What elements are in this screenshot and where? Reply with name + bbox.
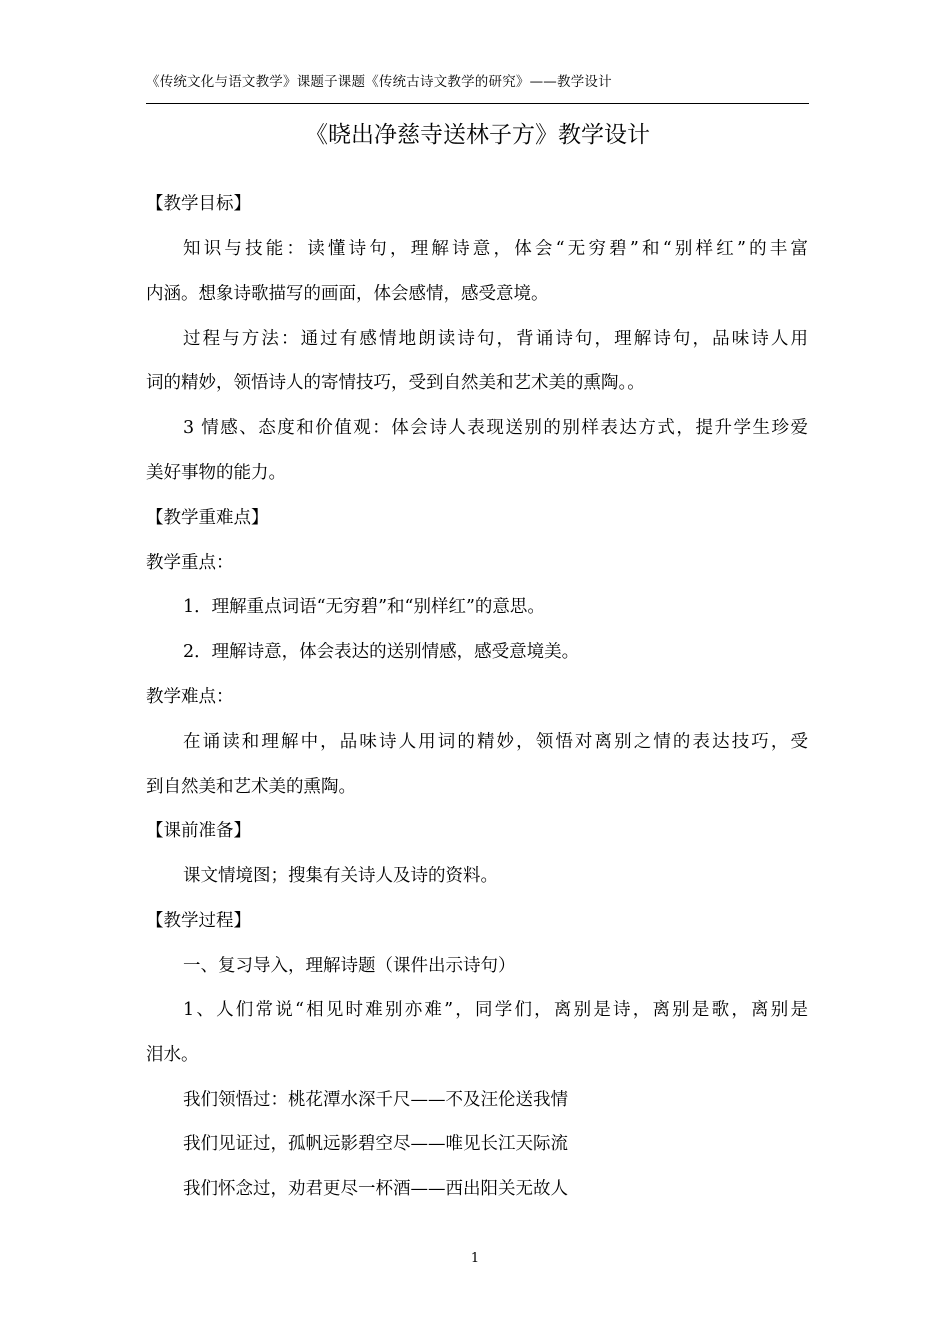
poem-line: 我们见证过，孤帆远影碧空尽——唯见长江天际流 bbox=[183, 1134, 568, 1154]
paragraph-line: 1、人们常说“相见时难别亦难”，同学们，离别是诗，离别是歌，离别是 bbox=[183, 1000, 808, 1020]
poem-line: 我们怀念过，劝君更尽一杯酒——西出阳关无故人 bbox=[183, 1179, 568, 1199]
document-title: 《晓出净慈寺送林子方》教学设计 bbox=[305, 122, 650, 148]
poem-line: 我们领悟过：桃花潭水深千尺——不及汪伦送我情 bbox=[183, 1090, 568, 1110]
list-item: 2．理解诗意，体会表达的送别情感，感受意境美。 bbox=[183, 642, 580, 662]
page-number: 1 bbox=[470, 1251, 480, 1266]
paragraph-line: 在诵读和理解中，品味诗人用词的精妙，领悟对离别之情的表达技巧，受 bbox=[183, 732, 808, 752]
paragraph-line: 到自然美和艺术美的熏陶。 bbox=[146, 777, 356, 797]
subheading-difficulties: 教学难点： bbox=[146, 687, 234, 707]
section-heading-key-points: 【教学重难点】 bbox=[146, 508, 269, 528]
subheading-key-points: 教学重点： bbox=[146, 553, 234, 573]
paragraph-line: 知识与技能：读懂诗句，理解诗意，体会“无穷碧”和“别样红”的丰富 bbox=[183, 239, 808, 259]
paragraph-line: 过程与方法：通过有感情地朗读诗句，背诵诗句，理解诗句，品味诗人用 bbox=[183, 329, 808, 349]
list-item: 1．理解重点词语“无穷碧”和“别样红”的意思。 bbox=[183, 597, 545, 617]
paragraph-line: 一、复习导入，理解诗题（课件出示诗句） bbox=[183, 956, 516, 976]
paragraph-line: 3 情感、态度和价值观：体会诗人表现送别的别样表达方式，提升学生珍爱 bbox=[183, 418, 808, 438]
page-header: 《传统文化与语文教学》课题子课题《传统古诗文教学的研究》——教学设计 bbox=[146, 74, 612, 90]
section-heading-objectives: 【教学目标】 bbox=[146, 194, 251, 214]
paragraph-line: 美好事物的能力。 bbox=[146, 463, 286, 483]
paragraph-line: 课文情境图；搜集有关诗人及诗的资料。 bbox=[183, 866, 498, 886]
section-heading-process: 【教学过程】 bbox=[146, 911, 251, 931]
paragraph-line: 内涵。想象诗歌描写的画面，体会感情，感受意境。 bbox=[146, 284, 549, 304]
paragraph-line: 泪水。 bbox=[146, 1045, 199, 1065]
paragraph-line: 词的精妙，领悟诗人的寄情技巧，受到自然美和艺术美的熏陶。。 bbox=[146, 373, 645, 393]
header-rule bbox=[146, 103, 809, 104]
section-heading-preparation: 【课前准备】 bbox=[146, 821, 251, 841]
